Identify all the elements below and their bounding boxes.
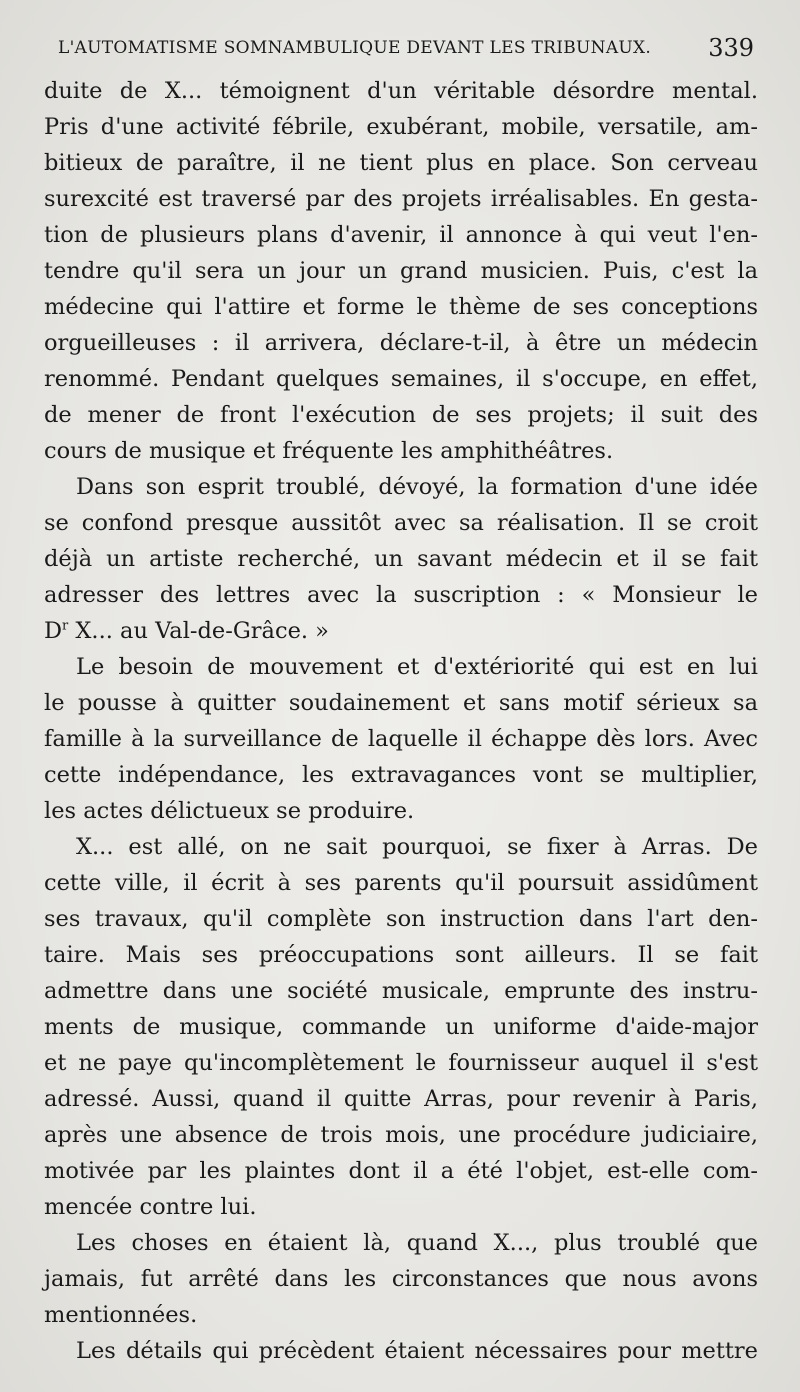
text-line: déjà un artiste recherché, un savant médecin et il se fait — [44, 546, 758, 572]
text-line: ses travaux, qu'il complète son instruction dans l'art den- — [44, 906, 758, 932]
text-line: jamais, fut arrêté dans les circonstances que nous avons — [44, 1266, 758, 1292]
text-line: renommé. Pendant quelques semaines, il s'occupe, en effet, — [44, 366, 758, 392]
text-line: cette ville, il écrit à ses parents qu'il poursuit assidûment — [44, 870, 758, 896]
text-line: bitieux de paraître, il ne tient plus en place. Son cerveau — [44, 150, 758, 176]
text-line: famille à la surveillance de laquelle il échappe dès lors. Avec — [44, 726, 758, 752]
text-line — [44, 613, 758, 649]
text-line: duite de X... témoignent d'un véritable désordre mental. — [44, 78, 758, 104]
text-line: adressé. Aussi, quand il quitte Arras, pour revenir à Paris, — [44, 1086, 758, 1112]
running-head: L'AUTOMATISME SOMNAMBULIQUE DEVANT LES TRIBUNAUX. — [58, 38, 652, 58]
text-line: admettre dans une société musicale, emprunte des instru- — [44, 978, 758, 1004]
text-line: après une absence de trois mois, une procédure judiciaire, — [44, 1122, 758, 1148]
text-line: et ne paye qu'incomplètement le fournisseur auquel il s'est — [44, 1050, 758, 1076]
text-line: tion de plusieurs plans d'avenir, il annonce à qui veut l'en- — [44, 222, 758, 248]
text-line: Les détails qui précèdent étaient nécessaires pour mettre — [76, 1338, 758, 1364]
paragraph — [44, 1333, 758, 1369]
text-line: X... est allé, on ne sait pourquoi, se fixer à Arras. De — [76, 834, 758, 860]
text-line: Pris d'une activité fébrile, exubérant, mobile, versatile, am- — [44, 114, 758, 140]
text-line: cette indépendance, les extravagances vont se multiplier, — [44, 762, 758, 788]
text-line: les actes délictueux se produire. — [44, 798, 415, 824]
text-line: mencée contre lui. — [44, 1194, 257, 1220]
text-line: Les choses en étaient là, quand X..., plus troublé que — [76, 1230, 758, 1256]
text-line: cours de musique et fréquente les amphithéâtres. — [44, 438, 614, 464]
text-line: Dans son esprit troublé, dévoyé, la formation d'une idée — [76, 474, 758, 500]
paragraph — [44, 1225, 758, 1333]
paragraph — [44, 829, 758, 1225]
text-line: mentionnées. — [44, 1302, 198, 1328]
superscript-r: r — [62, 618, 69, 634]
text-line: de mener de front l'exécution de ses projets; il suit des — [44, 402, 758, 428]
text-line: tendre qu'il sera un jour un grand musicien. Puis, c'est la — [44, 258, 758, 284]
paragraph — [44, 73, 758, 469]
text-line: Le besoin de mouvement et d'extériorité qui est en lui — [76, 654, 758, 680]
text-line-rest: X... au Val-de-Grâce. » — [68, 618, 329, 644]
text-line: motivée par les plaintes dont il a été l'objet, est-elle com- — [44, 1158, 758, 1184]
text-line: ments de musique, commande un uniforme d'aide-major — [44, 1014, 758, 1040]
text-line: se confond presque aussitôt avec sa réalisation. Il se croit — [44, 510, 758, 536]
paragraph — [44, 649, 758, 829]
text-line: médecine qui l'attire et forme le thème de ses conceptions — [44, 294, 758, 320]
abbreviation-dr: D — [44, 618, 63, 644]
paragraph — [44, 469, 758, 649]
body-text — [44, 73, 758, 1369]
page-header — [58, 34, 754, 68]
text-line: adresser des lettres avec la suscription : « Monsieur le — [44, 582, 758, 608]
text-line: orgueilleuses : il arrivera, déclare-t-il, à être un médecin — [44, 330, 758, 356]
page-number: 339 — [708, 34, 754, 62]
text-line: le pousse à quitter soudainement et sans motif sérieux sa — [44, 690, 758, 716]
text-line: taire. Mais ses préoccupations sont ailleurs. Il se fait — [44, 942, 758, 968]
text-line: surexcité est traversé par des projets irréalisables. En gesta- — [44, 186, 758, 212]
